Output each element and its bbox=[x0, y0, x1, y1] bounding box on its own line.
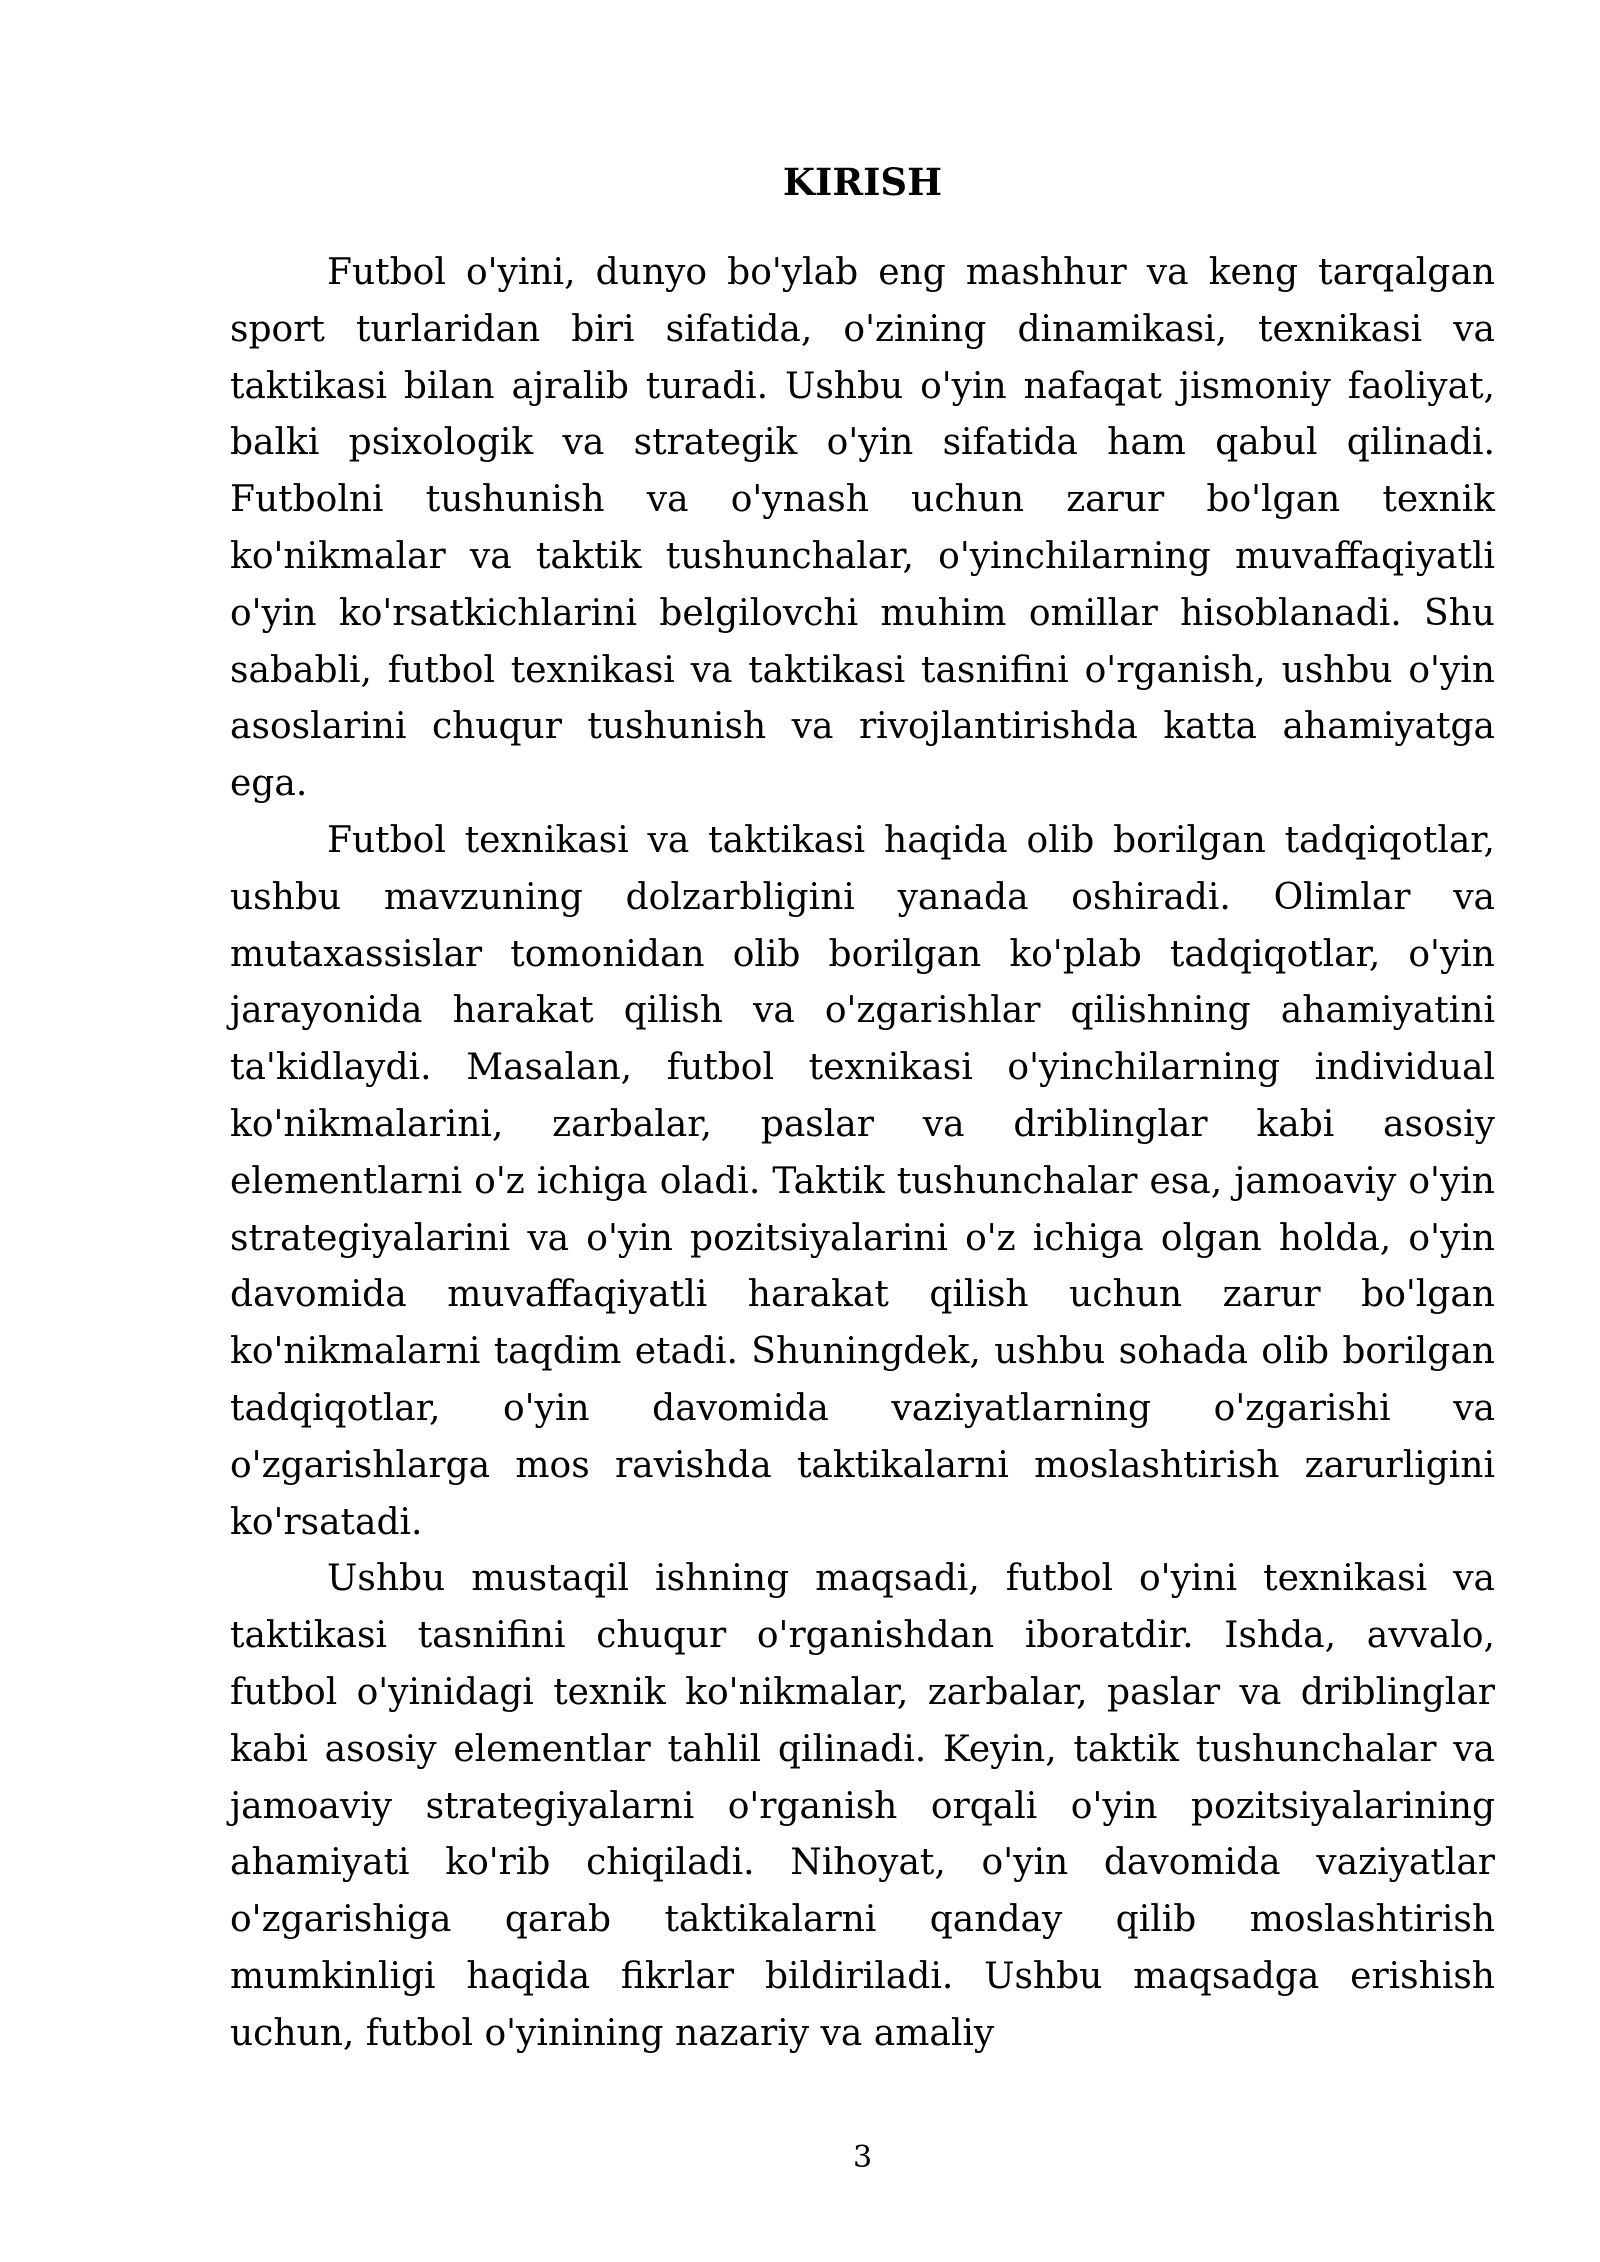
paragraph-2: Futbol texnikasi va taktikasi haqida olib borilgan tadqiqotlar, ushbu mavzuning dolzarbligini yanada oshiradi. Olimlar va mutaxassislar tomonidan olib borilgan ko'plab tadqiqotlar, o'yin jarayonida harakat qilish va o'zgarishlar qilishning ahamiyatini ta'kidlaydi. Masalan, futbol texnikasi o'yinchilarning individual ko'nikmalarini, zarbalar, paslar va driblinglar kabi asosiy elementlarni o'z ichiga oladi. Taktik tushunchalar esa, jamoaviy o'yin strategiyalarini va o'yin pozitsiyalarini o'z ichiga olgan holda, o'yin davomida muvaffaqiyatli harakat qilish uchun zarur bo'lgan ko'nikmalarni taqdim etadi. Shuningdek, ushbu sohada olib borilgan tadqiqotlar, o'yin davomida vaziyatlarning o'zgarishi va o'zgarishlarga mos ravishda taktikalarni moslashtirish zarurligini ko'rsatadi. bbox=[230, 819, 1495, 1543]
page-number: 3 bbox=[852, 2140, 873, 2175]
paragraph-3: Ushbu mustaqil ishning maqsadi, futbol o'yini texnikasi va taktikasi tasnifini chuqur o'rganishdan iboratdir. Ishda, avvalo, futbol o'yinidagi texnik ko'nikmalar, zarbalar, paslar va driblinglar kabi asosiy elementlar tahlil qilinadi. Keyin, taktik tushunchalar va jamoaviy strategiyalarni o'rganish orqali o'yin pozitsiyalarining ahamiyati ko'rib chiqiladi. Nihoyat, o'yin davomida vaziyatlar o'zgarishiga qarab taktikalarni qanday qilib moslashtirish mumkinligi haqida fikrlar bildiriladi. Ushbu maqsadga erishish uchun, futbol o'yinining nazariy va amaliy bbox=[230, 1558, 1495, 2054]
paragraph-1: Futbol o'yini, dunyo bo'ylab eng mashhur va keng tarqalgan sport turlaridan biri sifatida, o'zining dinamikasi, texnikasi va taktikasi bilan ajralib turadi. Ushbu o'yin nafaqat jismoniy faoliyat, balki psixologik va strategik o'yin sifatida ham qabul qilinadi. Futbolni tushunish va o'ynash uchun zarur bo'lgan texnik ko'nikmalar va taktik tushunchalar, o'yinchilarning muvaffaqiyatli o'yin ko'rsatkichlarini belgilovchi muhim omillar hisoblanadi. Shu sababli, futbol texnikasi va taktikasi tasnifini o'rganish, ushbu o'yin asoslarini chuqur tushunish va rivojlantirishda katta ahamiyatga ega. bbox=[230, 252, 1495, 805]
body-text bbox=[230, 245, 1495, 2063]
section-title: KIRISH bbox=[782, 160, 943, 204]
